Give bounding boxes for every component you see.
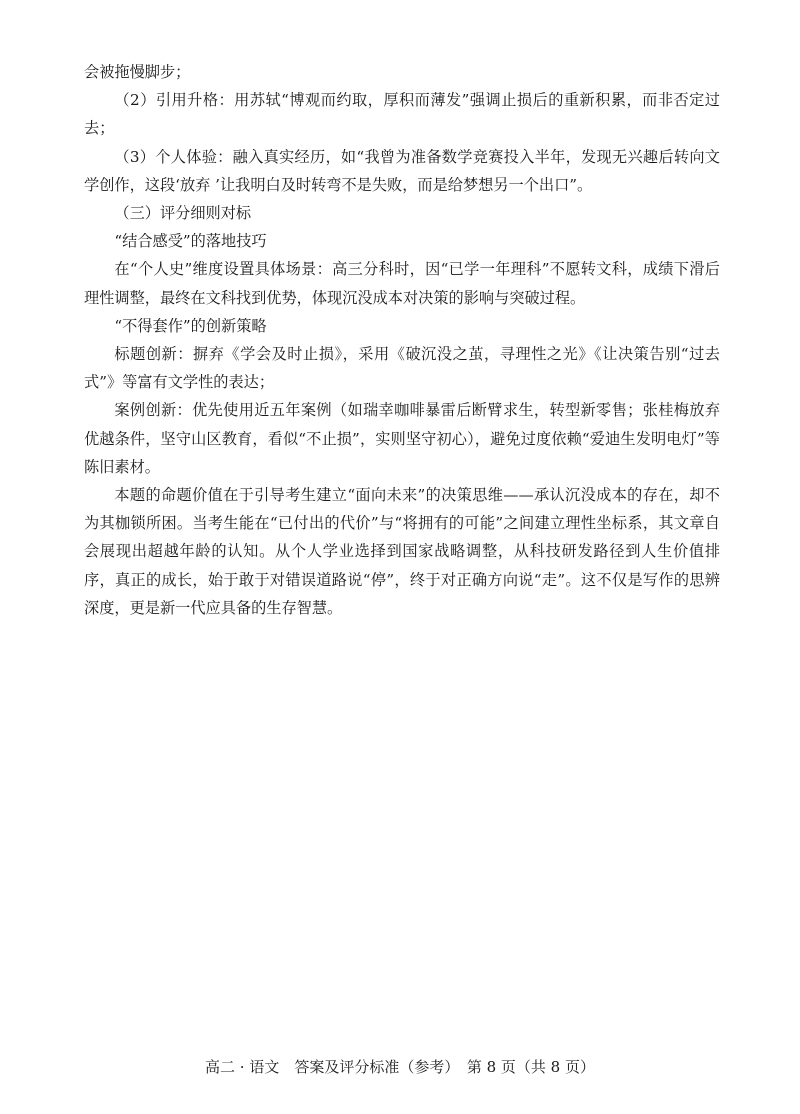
subheading-feelings: “结合感受”的落地技巧 bbox=[114, 232, 267, 251]
document-body bbox=[84, 58, 720, 622]
paragraph-personal-experience: （3）个人体验：融入真实经历，如“我曾为准备数学竞赛投入半年，发现无兴趣后转向文学创作，这段‘放弃 ’让我明白及时转弯不是失败，而是给梦想另一个出口”。 bbox=[84, 147, 720, 194]
subheading-innovation: “不得套作”的创新策略 bbox=[114, 316, 267, 335]
paragraph-title-innovation: 标题创新：摒弃《学会及时止损》，采用《破沉没之茧，寻理性之光》《让决策告别“过去式”》等富有文学性的表达； bbox=[84, 345, 720, 392]
paragraph-quote-upgrade: （2）引用升格：用苏轼“博观而约取，厚积而薄发”强调止损后的重新积累，而非否定过去； bbox=[84, 91, 720, 138]
paragraph-case-innovation: 案例创新：优先使用近五年案例（如瑞幸咖啡暴雷后断臂求生，转型新零售；张桂梅放弃优越条件，坚守山区教育，看似“不止损”，实则坚守初心），避免过度依赖“爱迪生发明电灯”等陈旧素材。 bbox=[84, 401, 720, 476]
paragraph-continuation: 会被拖慢脚步； bbox=[84, 63, 191, 81]
section-heading-scoring: （三）评分细则对标 bbox=[114, 204, 252, 223]
paragraph-conclusion: 本题的命题价值在于引导考生建立“面向未来”的决策思维——承认沉没成本的存在，却不为其枷锁所困。当考生能在“已付出的代价”与“将拥有的可能”之间建立理性坐标系，其文章自会展现出超越年龄的认知。从个人学业选择到国家战略调整，从科技研发路径到人生价值排序，真正的成长，始于敢于对错误道路说“停”，终于对正确方向说“走”。这不仅是写作的思辨深度，更是新一代应具备的生存智慧。 bbox=[84, 486, 720, 617]
page-footer: 高二 · 语文 答案及评分标准（参考） 第 8 页（共 8 页） bbox=[205, 1058, 595, 1076]
paragraph-personal-history: 在“个人史”维度设置具体场景：高三分科时，因“已学一年理科”不愿转文科，成绩下滑后理性调整，最终在文科找到优势，体现沉没成本对决策的影响与突破过程。 bbox=[84, 260, 720, 307]
